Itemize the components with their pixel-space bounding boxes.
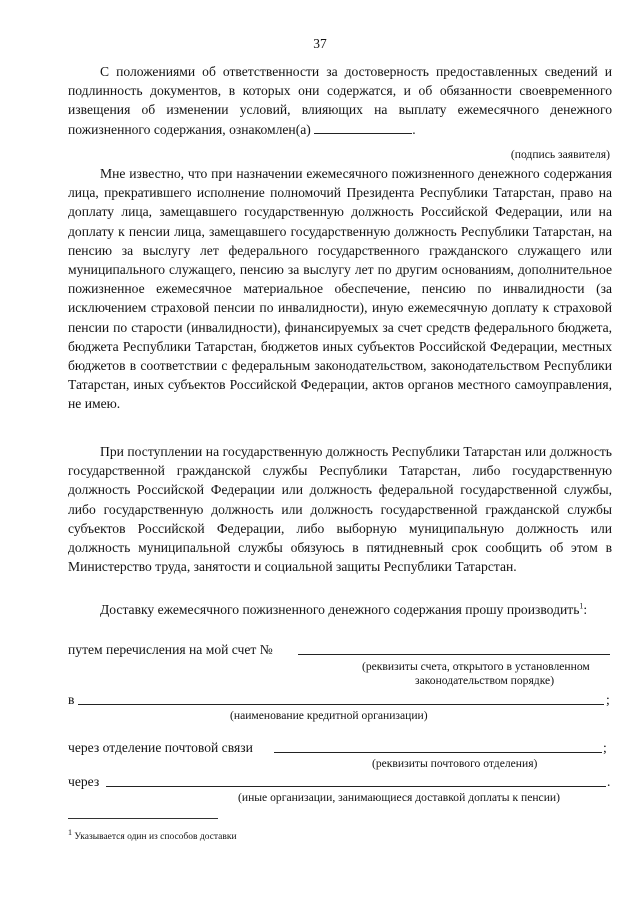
account-number-line[interactable] xyxy=(298,654,610,655)
bank-name-line[interactable] xyxy=(78,704,604,705)
paragraph-delivery xyxy=(68,600,612,619)
period: . xyxy=(412,121,416,137)
paragraph-obligation: При поступлении на государственную должность Республики Татарстан или должность государственной гражданской службы Республики Татарстан, либо государственную должность Российской Федерации или должность федеральной государственной службы, либо государственную должность или должность государственной гражданской службы субъектов Российской Федерации, либо выборную муниципальную должность или должность муниципальной службы обязуюсь в пятидневный срок сообщить об этом в Министерство труда, занятости и социальной защиты Республики Татарстан. xyxy=(68,444,612,575)
footnote-mark: 1 xyxy=(68,827,72,837)
paragraph-declaration: Мне известно, что при назначении ежемесячного пожизненного денежного содержания лица, прекратившего исполнение полномочий Президента Республики Татарстан, право на доплату лица, замещавшего государственную должность Российской Федерации, или на доплату к пенсии лица, замещавшего государственную должность Республики Татарстан, на пенсию за выслугу лет федерального государственного гражданского служащего или муниципального служащего, пенсию за выслугу лет по другим основаниям, дополнительное пожизненное ежемесячное материальное обеспечение, пенсию по инвалидности (за исключением страховой пенсии по инвалидности), иную ежемесячную доплату к страховой пенсии по старости (инвалидности), финансируемых за счет средств федерального бюджета, бюджета Республики Татарстан, бюджетов иных субъектов Российской Федерации, местных бюджетов в соответствии с федеральным законодательством, законодательством Республики Татарстан, иных субъектов Российской Федерации, актов органов местного самоуправления, не имею. xyxy=(68,166,612,412)
post-end: ; xyxy=(603,740,607,755)
footnote xyxy=(68,828,237,847)
paragraph-text: С положениями об ответственности за достоверность предоставленных сведений и подлинность документов, в которых они содержатся, и об обязанности своевременного извещения об изменении условий, влияющих на выплату ежемесячного денежного пожизненного содержания, ознакомлен(а) xyxy=(68,64,612,137)
bank-end: ; xyxy=(606,692,610,707)
other-caption: (иные организации, занимающиеся доставкой доплаты к пенсии) xyxy=(238,791,560,804)
bank-label: в xyxy=(68,692,75,707)
footnote-ref: 1 xyxy=(579,601,584,611)
post-label: через отделение почтовой связи xyxy=(68,740,253,755)
bank-caption: (наименование кредитной организации) xyxy=(230,709,428,722)
footnote-text: Указывается один из способов доставки xyxy=(72,832,237,842)
account-label: путем перечисления на мой счет № xyxy=(68,642,273,657)
account-caption-1: (реквизиты счета, открытого в установленном xyxy=(362,660,590,673)
post-caption: (реквизиты почтового отделения) xyxy=(372,757,538,770)
signature-caption: (подпись заявителя) xyxy=(510,148,610,161)
post-office-line[interactable] xyxy=(274,752,602,753)
delivery-text: Доставку ежемесячного пожизненного денежного содержания прошу производить xyxy=(100,602,580,617)
other-end: . xyxy=(607,774,611,789)
page-number: 37 xyxy=(313,36,327,51)
paragraph-responsibility xyxy=(68,62,612,139)
account-caption-2: законодательством порядке) xyxy=(415,674,555,687)
other-label: через xyxy=(68,774,100,789)
other-org-line[interactable] xyxy=(106,786,606,787)
footnote-rule xyxy=(68,818,218,819)
colon: : xyxy=(583,602,588,617)
signature-line xyxy=(314,121,412,134)
